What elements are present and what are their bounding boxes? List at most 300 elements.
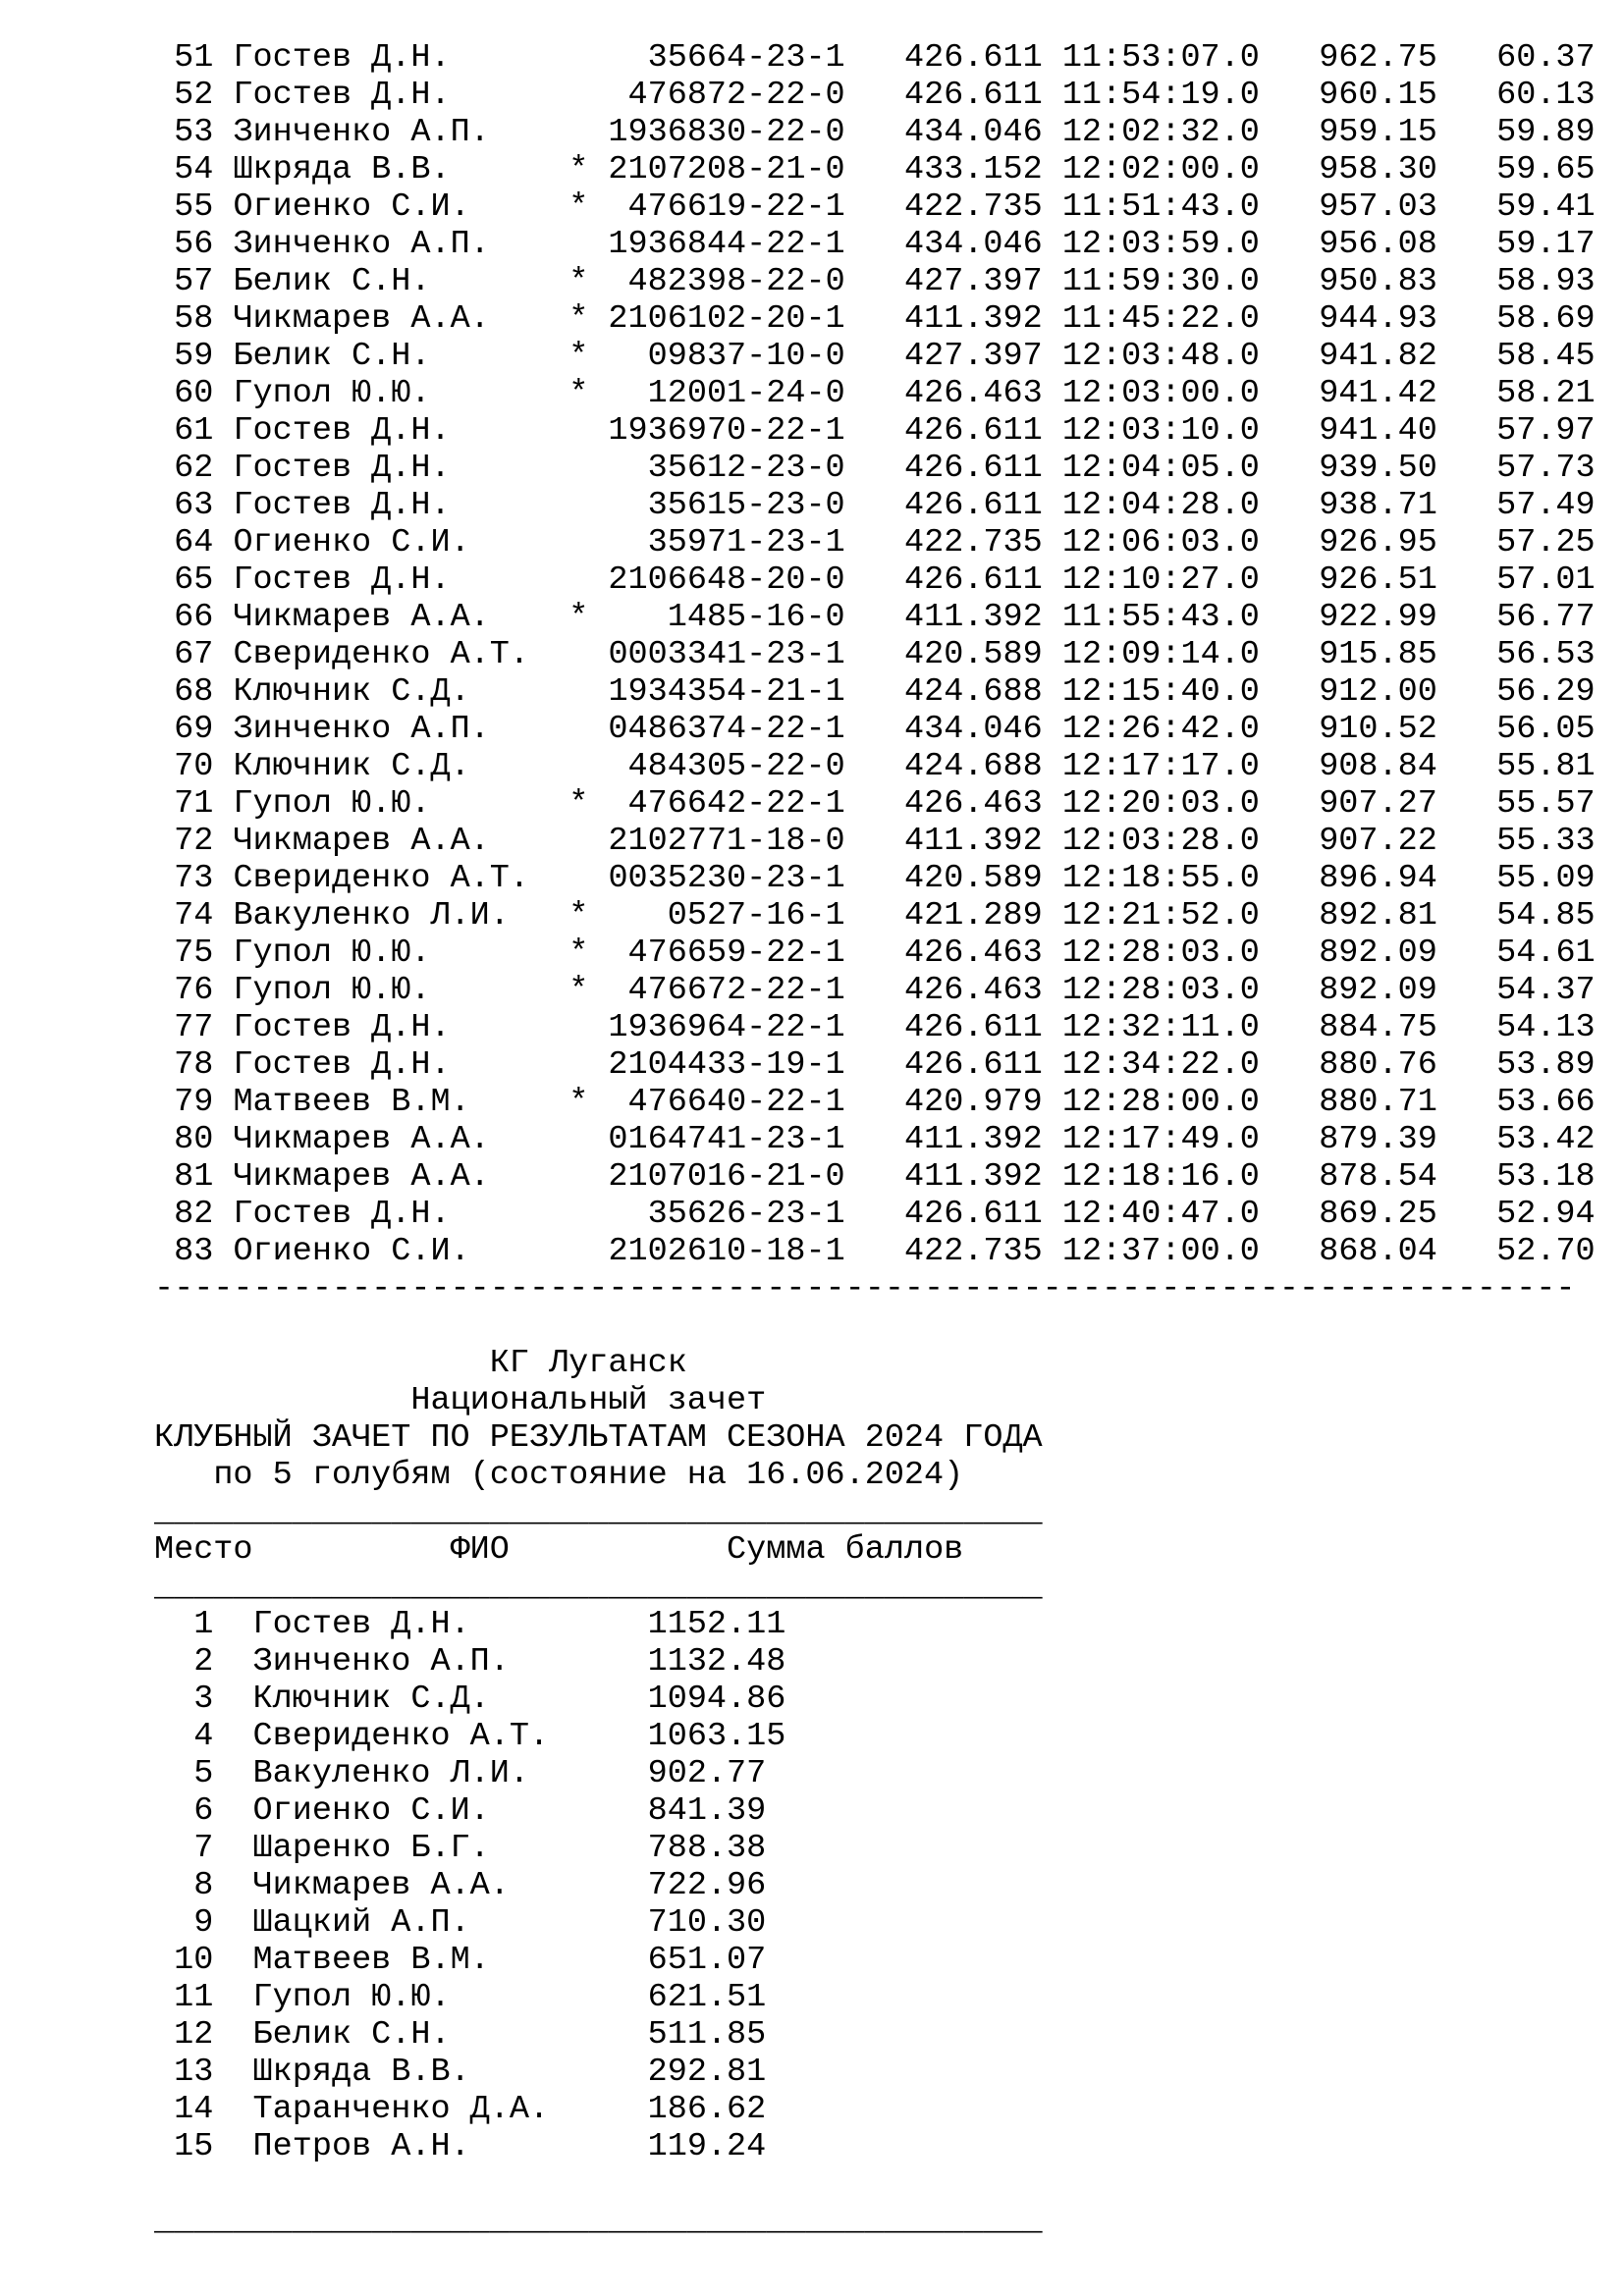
ring-cell: 35626-23-1 (647, 1196, 845, 1233)
points-cell: 55.09 (1496, 860, 1596, 897)
standing-place: 6 (193, 1792, 214, 1830)
distance-cell: 411.392 (903, 300, 1043, 338)
list-item (154, 2128, 1043, 2165)
standing-name: Чикмарев А.А. (252, 1867, 510, 1904)
time-cell: 12:02:00.0 (1061, 151, 1260, 188)
table-row (154, 412, 1596, 450)
place-cell: 55 (174, 188, 214, 226)
time-cell: 11:54:19.0 (1061, 77, 1260, 114)
ring-cell: 2102610-18-1 (608, 1233, 845, 1270)
table-row (154, 263, 1596, 300)
ring-cell: 2106102-20-1 (608, 300, 845, 338)
name-cell: Гупол Ю.Ю. (233, 934, 431, 972)
speed-cell: 956.08 (1319, 226, 1437, 263)
points-cell: 59.41 (1496, 188, 1596, 226)
standing-sum: 788.38 (647, 1830, 767, 1867)
time-cell: 11:45:22.0 (1061, 300, 1260, 338)
time-cell: 12:18:55.0 (1061, 860, 1260, 897)
time-cell: 12:21:52.0 (1061, 897, 1260, 934)
distance-cell: 426.611 (903, 561, 1043, 599)
list-item (154, 1979, 1043, 2016)
time-cell: 12:28:00.0 (1061, 1084, 1260, 1121)
points-cell: 58.21 (1496, 375, 1596, 412)
place-cell: 80 (174, 1121, 214, 1158)
name-cell: Матвеев В.М. (233, 1084, 470, 1121)
list-item (154, 1792, 1043, 1830)
table-row (154, 524, 1596, 561)
name-cell: Гостев Д.Н. (233, 1009, 451, 1046)
speed-cell: 868.04 (1319, 1233, 1437, 1270)
name-cell: Белик С.Н. (233, 338, 431, 375)
name-cell: Огиенко С.И. (233, 524, 470, 561)
time-cell: 12:28:03.0 (1061, 934, 1260, 972)
table-row (154, 860, 1596, 897)
distance-cell: 422.735 (904, 524, 1043, 561)
place-cell: 68 (174, 673, 214, 711)
points-cell: 57.73 (1496, 450, 1596, 487)
points-cell: 58.69 (1496, 300, 1596, 338)
points-cell: 53.89 (1496, 1046, 1596, 1084)
name-cell: Свериденко А.Т. (233, 860, 529, 897)
table-row (154, 711, 1596, 748)
ring-cell: 2106648-20-0 (608, 561, 845, 599)
time-cell: 11:55:43.0 (1061, 599, 1260, 636)
ring-cell: 0486374-22-1 (608, 711, 845, 748)
flag-cell: * (568, 263, 589, 300)
place-cell: 75 (174, 934, 214, 972)
standing-name: Гупол Ю.Ю. (252, 1979, 451, 2016)
ring-cell: 476659-22-1 (627, 934, 845, 972)
time-cell: 12:03:28.0 (1061, 823, 1260, 860)
table-row (154, 1121, 1596, 1158)
name-cell: Чикмарев А.А. (233, 823, 490, 860)
flag-cell: * (568, 934, 589, 972)
place-cell: 74 (174, 897, 214, 934)
table-row (154, 636, 1596, 673)
name-cell: Гостев Д.Н. (233, 561, 451, 599)
standing-place: 5 (193, 1755, 214, 1792)
distance-cell: 434.046 (903, 114, 1043, 151)
ring-cell: 2102771-18-0 (608, 823, 845, 860)
points-cell: 59.65 (1496, 151, 1596, 188)
table-row (154, 1009, 1596, 1046)
distance-cell: 434.046 (903, 711, 1043, 748)
points-cell: 59.17 (1496, 226, 1596, 263)
club-condition (154, 1457, 1043, 1494)
speed-cell: 892.81 (1319, 897, 1437, 934)
ring-cell: 09837-10-0 (647, 338, 845, 375)
table-row (154, 151, 1596, 188)
points-cell: 58.93 (1496, 263, 1596, 300)
ring-cell: 1934354-21-1 (608, 673, 845, 711)
table-row (154, 1233, 1596, 1270)
table-row (154, 934, 1596, 972)
name-cell: Вакуленко Л.И. (233, 897, 510, 934)
ring-cell: 12001-24-0 (647, 375, 845, 412)
speed-cell: 944.93 (1319, 300, 1437, 338)
table-row (154, 599, 1596, 636)
points-cell: 56.05 (1496, 711, 1596, 748)
name-cell: Чикмарев А.А. (233, 1121, 490, 1158)
place-cell: 58 (174, 300, 214, 338)
standing-place: 15 (174, 2128, 214, 2165)
distance-cell: 422.735 (904, 1233, 1043, 1270)
speed-cell: 958.30 (1319, 151, 1437, 188)
table-row (154, 338, 1596, 375)
table-header (154, 1531, 1043, 1569)
time-cell: 12:37:00.0 (1061, 1233, 1260, 1270)
speed-cell: 908.84 (1319, 748, 1437, 785)
time-cell: 12:10:27.0 (1061, 561, 1260, 599)
time-cell: 12:28:03.0 (1061, 972, 1260, 1009)
table-row (154, 748, 1596, 785)
table-row (154, 673, 1596, 711)
distance-cell: 421.289 (903, 897, 1043, 934)
ring-cell: 2107208-21-0 (608, 151, 845, 188)
flag-cell: * (568, 338, 589, 375)
time-cell: 11:59:30.0 (1061, 263, 1260, 300)
speed-cell: 957.03 (1319, 188, 1437, 226)
standing-sum: 1063.15 (647, 1718, 786, 1755)
speed-cell: 910.52 (1319, 711, 1437, 748)
standing-sum: 292.81 (647, 2054, 767, 2091)
distance-cell: 433.152 (903, 151, 1043, 188)
place-cell: 51 (174, 39, 214, 77)
place-cell: 83 (174, 1233, 214, 1270)
time-cell: 12:32:11.0 (1061, 1009, 1260, 1046)
name-cell: Гостев Д.Н. (233, 450, 451, 487)
standing-sum: 1094.86 (647, 1681, 786, 1718)
speed-cell: 950.83 (1319, 263, 1437, 300)
standing-name: Таранченко Д.А. (252, 2091, 550, 2128)
standing-place: 8 (193, 1867, 214, 1904)
speed-cell: 892.09 (1319, 934, 1437, 972)
points-cell: 56.29 (1496, 673, 1596, 711)
list-item (154, 1755, 1043, 1792)
speed-cell: 892.09 (1319, 972, 1437, 1009)
table-row (154, 785, 1596, 823)
points-cell: 52.70 (1496, 1233, 1596, 1270)
distance-cell: 420.979 (904, 1084, 1043, 1121)
flag-cell: * (568, 300, 589, 338)
distance-cell: 424.688 (903, 748, 1043, 785)
time-cell: 12:06:03.0 (1061, 524, 1260, 561)
speed-cell: 941.40 (1319, 412, 1437, 450)
name-cell: Ключник С.Д. (233, 748, 470, 785)
club-condition-text: по 5 голубям (состояние на 16.06.2024) (213, 1457, 964, 1494)
club-title-text: КЛУБНЫЙ ЗАЧЕТ ПО РЕЗУЛЬТАТАМ СЕЗОНА 2024 ГОДА (154, 1419, 1043, 1457)
name-cell: Чикмарев А.А. (233, 300, 490, 338)
standing-place: 2 (193, 1643, 214, 1681)
ring-cell: 35971-23-1 (647, 524, 845, 561)
name-cell: Гостев Д.Н. (233, 39, 451, 77)
club-org (154, 1345, 1043, 1382)
name-cell: Шкряда В.В. (233, 151, 451, 188)
table-row (154, 226, 1596, 263)
points-cell: 52.94 (1496, 1196, 1596, 1233)
place-cell: 82 (174, 1196, 214, 1233)
standing-sum: 710.30 (647, 1904, 767, 1942)
flag-cell: * (568, 897, 589, 934)
name-cell: Ключник С.Д. (233, 673, 470, 711)
time-cell: 12:34:22.0 (1061, 1046, 1260, 1084)
standing-sum: 1132.48 (647, 1643, 786, 1681)
speed-cell: 926.51 (1319, 561, 1437, 599)
speed-cell: 878.54 (1319, 1158, 1437, 1196)
header-name: ФИО (450, 1531, 510, 1569)
list-item (154, 1942, 1043, 1979)
speed-cell: 915.85 (1319, 636, 1437, 673)
time-cell: 12:04:05.0 (1061, 450, 1260, 487)
table-row (154, 39, 1596, 77)
points-cell: 53.66 (1496, 1084, 1596, 1121)
place-cell: 52 (174, 77, 214, 114)
name-cell: Гостев Д.Н. (233, 412, 451, 450)
place-cell: 73 (174, 860, 214, 897)
standing-name: Зинченко А.П. (252, 1643, 510, 1681)
distance-cell: 411.392 (903, 823, 1043, 860)
points-cell: 54.61 (1496, 934, 1596, 972)
name-cell: Чикмарев А.А. (233, 599, 490, 636)
place-cell: 78 (174, 1046, 214, 1084)
standing-name: Вакуленко Л.И. (252, 1755, 529, 1792)
place-cell: 56 (174, 226, 214, 263)
name-cell: Огиенко С.И. (233, 1233, 470, 1270)
place-cell: 76 (174, 972, 214, 1009)
table-row (154, 1196, 1596, 1233)
time-cell: 12:03:00.0 (1061, 375, 1260, 412)
points-cell: 59.89 (1496, 114, 1596, 151)
table-row (154, 1046, 1596, 1084)
speed-cell: 880.76 (1319, 1046, 1437, 1084)
time-cell: 12:17:17.0 (1061, 748, 1260, 785)
place-cell: 62 (174, 450, 214, 487)
distance-cell: 420.589 (904, 636, 1043, 673)
standing-name: Шкряда В.В. (252, 2054, 470, 2091)
table-row (154, 823, 1596, 860)
distance-cell: 426.611 (903, 77, 1043, 114)
speed-cell: 922.99 (1319, 599, 1437, 636)
standing-name: Петров А.Н. (252, 2128, 470, 2165)
ring-cell: 35612-23-0 (647, 450, 845, 487)
place-cell: 67 (174, 636, 214, 673)
standing-sum: 119.24 (647, 2128, 767, 2165)
distance-cell: 411.392 (903, 599, 1043, 636)
time-cell: 12:03:10.0 (1061, 412, 1260, 450)
table-row (154, 1158, 1596, 1196)
time-cell: 12:09:14.0 (1061, 636, 1260, 673)
place-cell: 63 (174, 487, 214, 524)
flag-cell: * (568, 375, 589, 412)
points-cell: 55.57 (1496, 785, 1596, 823)
standing-place: 14 (174, 2091, 214, 2128)
table-row (154, 561, 1596, 599)
time-cell: 12:03:48.0 (1061, 338, 1260, 375)
header-place: Место (154, 1531, 253, 1569)
name-cell: Зинченко А.П. (233, 114, 490, 151)
ring-cell: 1485-16-0 (667, 599, 845, 636)
standing-name: Ключник С.Д. (252, 1681, 490, 1718)
ring-cell: 2107016-21-0 (608, 1158, 845, 1196)
ring-cell: 482398-22-0 (627, 263, 845, 300)
standing-sum: 511.85 (647, 2016, 767, 2054)
distance-cell: 427.397 (904, 263, 1043, 300)
points-cell: 60.37 (1496, 39, 1596, 77)
name-cell: Белик С.Н. (233, 263, 431, 300)
distance-cell: 426.611 (903, 450, 1043, 487)
distance-cell: 434.046 (903, 226, 1043, 263)
standing-sum: 621.51 (647, 1979, 767, 2016)
standing-place: 3 (193, 1681, 214, 1718)
points-cell: 57.97 (1496, 412, 1596, 450)
speed-cell: 926.95 (1319, 524, 1437, 561)
flag-cell: * (568, 1084, 589, 1121)
distance-cell: 426.611 (903, 1196, 1043, 1233)
standing-sum: 651.07 (647, 1942, 767, 1979)
table-row (154, 375, 1596, 412)
flag-cell: * (568, 188, 589, 226)
points-cell: 54.85 (1496, 897, 1596, 934)
club-subtitle (154, 1382, 1043, 1419)
table-row (154, 487, 1596, 524)
standing-name: Шаренко Б.Г. (252, 1830, 490, 1867)
name-cell: Огиенко С.И. (233, 188, 470, 226)
name-cell: Свериденко А.Т. (233, 636, 529, 673)
flag-cell: * (568, 151, 589, 188)
speed-cell: 959.15 (1319, 114, 1437, 151)
time-cell: 12:02:32.0 (1061, 114, 1260, 151)
name-cell: Гупол Ю.Ю. (233, 972, 431, 1009)
distance-cell: 426.463 (904, 972, 1043, 1009)
place-cell: 71 (174, 785, 214, 823)
header-rule-top: _____________________________________________ (154, 1494, 1043, 1531)
distance-cell: 427.397 (904, 338, 1043, 375)
ring-cell: 2104433-19-1 (608, 1046, 845, 1084)
place-cell: 60 (174, 375, 214, 412)
points-cell: 53.42 (1496, 1121, 1596, 1158)
header-rule-bottom: _____________________________________________ (154, 1569, 1043, 1606)
speed-cell: 907.22 (1319, 823, 1437, 860)
footer-rule: _____________________________________________ (154, 2203, 1043, 2240)
time-cell: 12:03:59.0 (1061, 226, 1260, 263)
standing-name: Свериденко А.Т. (252, 1718, 550, 1755)
points-cell: 55.33 (1496, 823, 1596, 860)
name-cell: Зинченко А.П. (233, 226, 490, 263)
standing-place: 12 (174, 2016, 214, 2054)
list-item (154, 2016, 1043, 2054)
list-item (154, 1830, 1043, 1867)
list-item (154, 2091, 1043, 2128)
ring-cell: 0164741-23-1 (608, 1121, 845, 1158)
distance-cell: 426.611 (903, 1009, 1043, 1046)
points-cell: 57.01 (1496, 561, 1596, 599)
ring-cell: 484305-22-0 (627, 748, 845, 785)
flag-cell: * (568, 599, 589, 636)
club-subtitle-text: Национальный зачет (410, 1382, 767, 1419)
table-row (154, 188, 1596, 226)
standing-name: Белик С.Н. (252, 2016, 451, 2054)
standing-name: Матвеев В.М. (252, 1942, 490, 1979)
list-item (154, 1606, 1043, 1643)
place-cell: 79 (174, 1084, 214, 1121)
standing-place: 4 (193, 1718, 214, 1755)
ring-cell: 0035230-23-1 (608, 860, 845, 897)
ring-cell: 35615-23-0 (647, 487, 845, 524)
time-cell: 12:40:47.0 (1061, 1196, 1260, 1233)
standing-place: 9 (193, 1904, 214, 1942)
ring-cell: 1936964-22-1 (608, 1009, 845, 1046)
flag-cell: * (568, 785, 589, 823)
name-cell: Зинченко А.П. (233, 711, 490, 748)
speed-cell: 884.75 (1319, 1009, 1437, 1046)
table-row (154, 1084, 1596, 1121)
standing-sum: 722.96 (647, 1867, 767, 1904)
standing-place: 10 (174, 1942, 214, 1979)
distance-cell: 426.463 (904, 934, 1043, 972)
list-item (154, 2054, 1043, 2091)
time-cell: 12:04:28.0 (1061, 487, 1260, 524)
spacer (154, 2165, 1043, 2203)
ring-cell: 1936970-22-1 (608, 412, 845, 450)
time-cell: 12:18:16.0 (1061, 1158, 1260, 1196)
name-cell: Гостев Д.Н. (233, 77, 451, 114)
ring-cell: 476642-22-1 (627, 785, 845, 823)
speed-cell: 896.94 (1319, 860, 1437, 897)
table-divider: ------------------------------------------------------------------------ (154, 1270, 1576, 1308)
points-cell: 54.13 (1496, 1009, 1596, 1046)
points-cell: 53.18 (1496, 1158, 1596, 1196)
distance-cell: 411.392 (903, 1158, 1043, 1196)
time-cell: 12:20:03.0 (1061, 785, 1260, 823)
distance-cell: 426.463 (904, 785, 1043, 823)
speed-cell: 941.82 (1319, 338, 1437, 375)
time-cell: 12:17:49.0 (1061, 1121, 1260, 1158)
place-cell: 53 (174, 114, 214, 151)
points-cell: 56.77 (1496, 599, 1596, 636)
name-cell: Чикмарев А.А. (233, 1158, 490, 1196)
standing-place: 13 (174, 2054, 214, 2091)
name-cell: Гостев Д.Н. (233, 1046, 451, 1084)
name-cell: Гостев Д.Н. (233, 1196, 451, 1233)
table-row (154, 972, 1596, 1009)
name-cell: Гупол Ю.Ю. (233, 375, 431, 412)
speed-cell: 869.25 (1319, 1196, 1437, 1233)
place-cell: 69 (174, 711, 214, 748)
club-standings (154, 1345, 1043, 2240)
header-sum: Сумма баллов (727, 1531, 964, 1569)
speed-cell: 960.15 (1319, 77, 1437, 114)
list-item (154, 1643, 1043, 1681)
points-cell: 57.49 (1496, 487, 1596, 524)
ring-cell: 35664-23-1 (647, 39, 845, 77)
speed-cell: 939.50 (1319, 450, 1437, 487)
table-row (154, 300, 1596, 338)
ring-cell: 476872-22-0 (627, 77, 845, 114)
flag-cell: * (568, 972, 589, 1009)
ring-cell: 0003341-23-1 (608, 636, 845, 673)
list-item (154, 1681, 1043, 1718)
distance-cell: 426.611 (903, 39, 1043, 77)
distance-cell: 411.392 (903, 1121, 1043, 1158)
time-cell: 11:53:07.0 (1061, 39, 1260, 77)
time-cell: 12:15:40.0 (1061, 673, 1260, 711)
list-item (154, 1867, 1043, 1904)
name-cell: Гостев Д.Н. (233, 487, 451, 524)
place-cell: 81 (174, 1158, 214, 1196)
table-row (154, 450, 1596, 487)
place-cell: 77 (174, 1009, 214, 1046)
table-row (154, 114, 1596, 151)
